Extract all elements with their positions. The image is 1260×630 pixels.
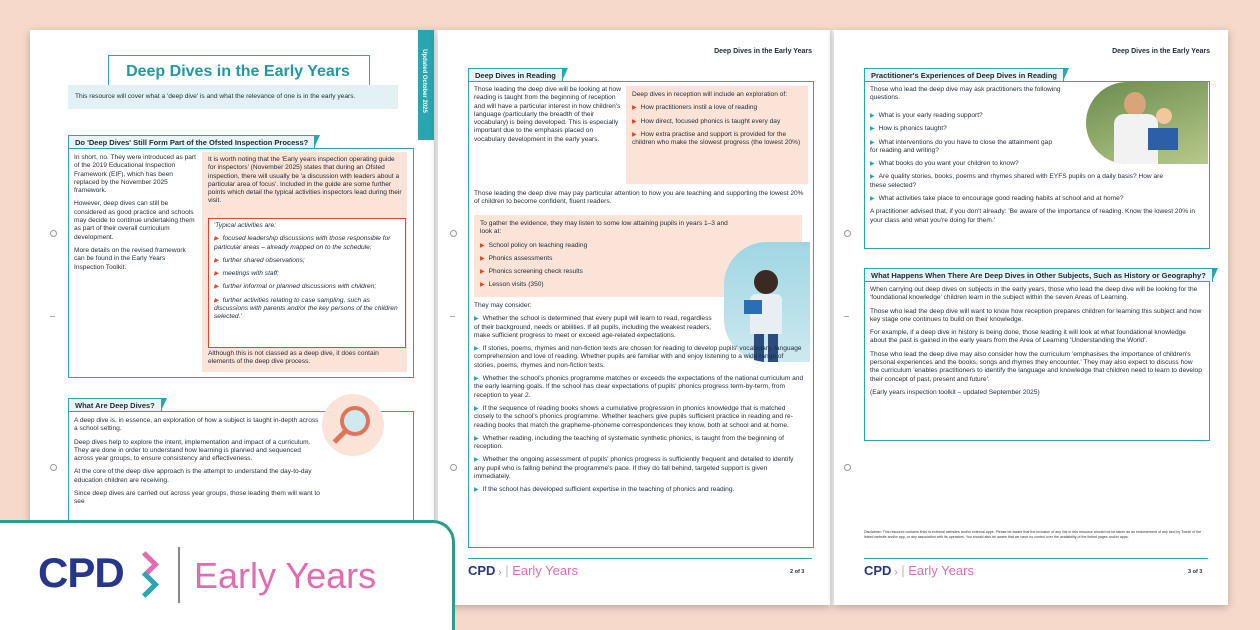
chevron-icon: › xyxy=(495,567,502,578)
evidence-item: ▶ Phonics screening check results xyxy=(480,268,583,276)
consider-item: ▶ If the school has developed sufficient expertise in the teaching of phonics and reading. xyxy=(474,486,735,494)
binder-hole xyxy=(844,230,851,237)
practitioner-text xyxy=(870,86,1090,108)
activity-item: ▶ further activities relating to case sampling, such as discussions with parents and/or the key persons of the children selected.' xyxy=(214,296,398,321)
activities-title: 'Typical activities are: xyxy=(214,222,276,229)
other-subjects-text xyxy=(870,286,1202,402)
binder-hole xyxy=(50,230,57,237)
ofsted-right-intro: It is worth noting that the 'Early years inspection operating guide for inspectors' (November 2025) states that during an Ofsted inspection, there will usually be 'a discussion with leaders about a particular area of focus'. Included in the guide are some further points which detail the typical activities inspectors lead during their visit. xyxy=(208,156,402,205)
activity-item: ▶ further shared observations; xyxy=(214,256,305,264)
bullet-icon: ▶ xyxy=(870,174,875,181)
chevron-icon xyxy=(132,549,168,599)
practitioner-intro: Those who lead the deep dive may ask practitioners the following questions. xyxy=(870,86,1061,102)
bullet-icon: ▶ xyxy=(474,487,479,494)
consider-item: ▶ If the sequence of reading books shows a cumulative progression in phonics knowledge that is matched closely to the school's phonics programme. Whether teachers give pupils sufficient practice in reading and re-reading books that match the grapheme-phoneme correspondences they know, both at school and at home. xyxy=(474,404,793,429)
activity-item: ▶ further informal or planned discussions with children; xyxy=(214,283,377,291)
bullet-icon: ▶ xyxy=(214,284,219,291)
consider-item: ▶ Whether the school is determined that every pupil will learn to read, regardless of their background, needs or abilities. If all pupils, including the weakest readers, make sufficient progress to meet or exceed age-related expectations. xyxy=(474,315,712,339)
other-subjects-para: Those who lead the deep dive will want to know how reception prepares children for learning this subject and how key stage one continues to build on their knowledge. xyxy=(870,307,1202,323)
evidence-item: ▶ School policy on teaching reading xyxy=(480,241,588,249)
ofsted-para-3: More details on the revised framework can be found in the Early Years Inspection Toolkit. xyxy=(74,246,186,271)
page-footer-logo: CPD › | Early Years xyxy=(864,563,974,578)
activities-list xyxy=(214,222,400,327)
section-tab-other-subjects: What Happens When There Are Deep Dives in Other Subjects, Such as History or Geography? xyxy=(864,268,1213,282)
bullet-icon: ▶ xyxy=(870,126,875,133)
reading-right-intro: Deep dives in reception will include an exploration of: xyxy=(632,91,788,98)
margin-mark xyxy=(50,316,55,317)
reading-right-item: ▶ How practitioners instil a love of reading xyxy=(632,104,758,112)
binder-hole xyxy=(50,464,57,471)
page-2 xyxy=(438,30,830,605)
bullet-icon: ▶ xyxy=(474,405,479,412)
footer-rule xyxy=(468,558,812,559)
section-tab-what-are: What Are Deep Dives? xyxy=(68,398,162,412)
question-item: ▶ Are quality stories, books, poems and rhymes shared with EYFS pupils on a daily basis? How are these selected? xyxy=(870,173,1164,189)
bullet-icon: ▶ xyxy=(214,257,219,264)
bullet-icon: ▶ xyxy=(480,282,485,289)
intro-text: This resource will cover what a 'deep dive' is and what the relevance of one is in the early years. xyxy=(75,93,356,100)
ofsted-para-1: In short, no. They were introduced as part of the 2019 Educational Inspection Framework (EIF), which has been replaced by the November 2025 framework. xyxy=(74,154,196,195)
bullet-icon: ▶ xyxy=(632,131,637,138)
what-are-para: At the core of the deep dive approach is the attempt to understand the day-to-day education children are receiving. xyxy=(74,468,312,484)
bullet-icon: ▶ xyxy=(214,236,219,243)
ofsted-left-column xyxy=(74,154,196,277)
bullet-icon: ▶ xyxy=(870,113,875,119)
binder-hole xyxy=(450,230,457,237)
reading-right-item: ▶ How direct, focused phonics is taught every day xyxy=(632,117,781,125)
what-are-para: A deep dive is, in essence, an exploration of how a subject is taught in-depth across a school setting. xyxy=(74,417,319,433)
section-tab-practitioner: Practitioner's Experiences of Deep Dives in Reading xyxy=(864,68,1064,82)
bullet-icon: ▶ xyxy=(474,376,479,383)
page-3 xyxy=(834,30,1228,605)
reading-left-para: Those leading the deep dive will be looking at how reading is taught from the beginning of reception and will have a particular interest in how children's language (particularly the breadth of their vocabulary) is being developed. This is especially important due to the emphasis placed on vocabulary development in the early years. xyxy=(474,86,621,143)
disclaimer-text: Disclaimer: This resource contains links to external websites and/or external apps. Please be aware that the inclusion of any link in this resource should not be taken as an endorsement of any kind by Twinkl of the linked website and/or app, or any association with its operators. You should also be aware that we have no control over the availability of the linked pages and/or apps. xyxy=(864,530,1202,539)
footer-cpd: CPD xyxy=(468,563,496,578)
bullet-icon: ▶ xyxy=(214,297,219,304)
what-are-para: Deep dives help to explore the intent, implementation and impact of a curriculum. They are done in order to understand how learning is planned and sequenced across year groups, to ensure consistency and effectiveness. xyxy=(74,438,311,463)
consider-title: They may consider: xyxy=(474,302,532,309)
consider-item: ▶ Whether reading, including the teaching of systematic synthetic phonics, is taught from the beginning of reception. xyxy=(474,434,784,451)
bullet-icon: ▶ xyxy=(474,457,479,464)
update-ribbon-text: Updated October 2025 xyxy=(421,49,427,113)
question-item: ▶ What books do you want your children to know? xyxy=(870,160,1019,168)
footer-early-years: Early Years xyxy=(512,563,578,578)
reading-mid-para: Those leading the deep dive may pay particular attention to how you are teaching and supporting the lowest 20% of children to become confident, fluent readers. xyxy=(474,190,804,206)
page-header: Deep Dives in the Early Years xyxy=(1112,48,1210,55)
margin-mark xyxy=(450,316,455,317)
activity-item: ▶ meetings with staff; xyxy=(214,270,280,278)
bullet-icon: ▶ xyxy=(480,242,485,249)
footer-rule xyxy=(864,558,1208,559)
footer-cpd: CPD xyxy=(864,563,892,578)
bullet-icon: ▶ xyxy=(632,105,637,112)
questions-list xyxy=(870,112,1200,230)
magnifier-icon xyxy=(322,394,384,456)
evidence-intro: To gather the evidence, they may listen to some low attaining pupils in years 1–3 and look at: xyxy=(480,220,728,236)
evidence-list xyxy=(480,220,730,295)
bullet-icon: ▶ xyxy=(474,435,479,442)
other-subjects-para: Those who lead the deep dive may also consider how the curriculum 'emphasises the importance of children's personal experiences and the books, songs and rhymes they encounter.' They may also expect to discuss how the curriculum 'enables practitioners to identify the language and knowledge that children need to learn to develop their concept of past, present and future'. xyxy=(870,350,1202,383)
page-number: 3 of 3 xyxy=(1188,569,1203,575)
section-tab-reading: Deep Dives in Reading xyxy=(468,68,563,82)
consider-list xyxy=(474,302,804,500)
question-item: ▶ What activities take place to encourage good reading habits at school and at home? xyxy=(870,195,1124,203)
chevron-icon: › xyxy=(891,567,898,578)
bullet-icon: ▶ xyxy=(480,255,485,262)
evidence-item: ▶ Phonics assessments xyxy=(480,254,553,262)
other-subjects-para: For example, if a deep dive in history is being done, those leading it will look at what foundational knowledge about the past is gained in the early years from the Area of Learning 'Understanding the World'. xyxy=(870,329,1186,345)
question-item: ▶ What interventions do you have to close the attainment gap for reading and writing? xyxy=(870,138,1053,154)
badge-cpd: CPD xyxy=(38,549,124,596)
bullet-icon: ▶ xyxy=(214,271,219,278)
page-title: Deep Dives in the Early Years xyxy=(126,63,350,80)
practitioner-advice: A practitioner advised that, if you don't already: 'Be aware of the importance of reading. Know the lowest 20% in your class and what you're doing for them.' xyxy=(870,208,1196,224)
bullet-icon: ▶ xyxy=(480,269,485,276)
bullet-icon: ▶ xyxy=(870,161,875,168)
reading-right-list xyxy=(632,91,804,152)
toolkit-link[interactable]: (Early years inspection toolkit – updated September 2025) xyxy=(870,388,1040,396)
bullet-icon: ▶ xyxy=(474,346,479,353)
footer-early-years: Early Years xyxy=(908,563,974,578)
evidence-item: ▶ Lesson visits (350) xyxy=(480,281,544,289)
bullet-icon: ▶ xyxy=(870,139,875,146)
page-header: Deep Dives in the Early Years xyxy=(714,48,812,55)
cpd-early-years-badge xyxy=(0,520,455,630)
question-item: ▶ How is phonics taught? xyxy=(870,125,947,133)
consider-item: ▶ If stories, poems, rhymes and non-fiction texts are chosen for reading to develop pupils' vocabulary, language comprehension and love of reading. Whether pupils are familiar with and enjoy listening to a wide range of stories, poems, rhymes and non-fiction texts. xyxy=(474,345,802,369)
ofsted-para-2: However, deep dives can still be considered as good practice and schools may decide to continue undertaking them as part of their overall curriculum development. xyxy=(74,200,195,241)
binder-hole xyxy=(844,464,851,471)
consider-item: ▶ Whether the ongoing assessment of pupils' phonics progress is sufficiently frequent and detailed to identify any pupil who is falling behind the programme's pace. If they do fall behind, targeted support is given immediately. xyxy=(474,456,794,481)
activity-item: ▶ focused leadership discussions with those responsible for particular areas – already mapped on to the schedule; xyxy=(214,235,391,251)
what-are-text xyxy=(74,417,322,512)
page-number: 2 of 3 xyxy=(790,569,805,575)
badge-early-years: Early Years xyxy=(194,555,377,596)
binder-hole xyxy=(450,464,457,471)
reading-right-item: ▶ How extra practise and support is provided for the children who make the slowest progress (the lowest 20%) xyxy=(632,130,801,147)
section-tab-ofsted: Do 'Deep Dives' Still Form Part of the Ofsted Inspection Process? xyxy=(68,135,315,149)
margin-mark xyxy=(844,316,849,317)
bullet-icon: ▶ xyxy=(870,196,875,203)
consider-item: ▶ Whether the school's phonics programme matches or exceeds the expectations of the national curriculum and the early learning goals. If the school has clear expectations of pupils' phonics progress term-by-term, from reception to year 2. xyxy=(474,375,804,399)
page-1 xyxy=(30,30,435,605)
badge-divider xyxy=(178,547,180,603)
bullet-icon: ▶ xyxy=(474,316,479,323)
what-are-para: Since deep dives are carried out across year groups, those leading them will want to see xyxy=(74,490,320,506)
other-subjects-para: When carrying out deep dives on subjects in the early years, those who lead the deep dive will be looking for the 'foundational knowledge' children learn in the subject within the seven Areas of Learning. xyxy=(870,286,1198,302)
ofsted-after-text: Although this is not classed as a deep dive, it does contain elements of the deep dive process. xyxy=(208,350,379,366)
question-item: ▶ What is your early reading support? xyxy=(870,112,983,119)
page-footer-logo: CPD › | Early Years xyxy=(468,563,578,578)
bullet-icon: ▶ xyxy=(632,118,637,125)
